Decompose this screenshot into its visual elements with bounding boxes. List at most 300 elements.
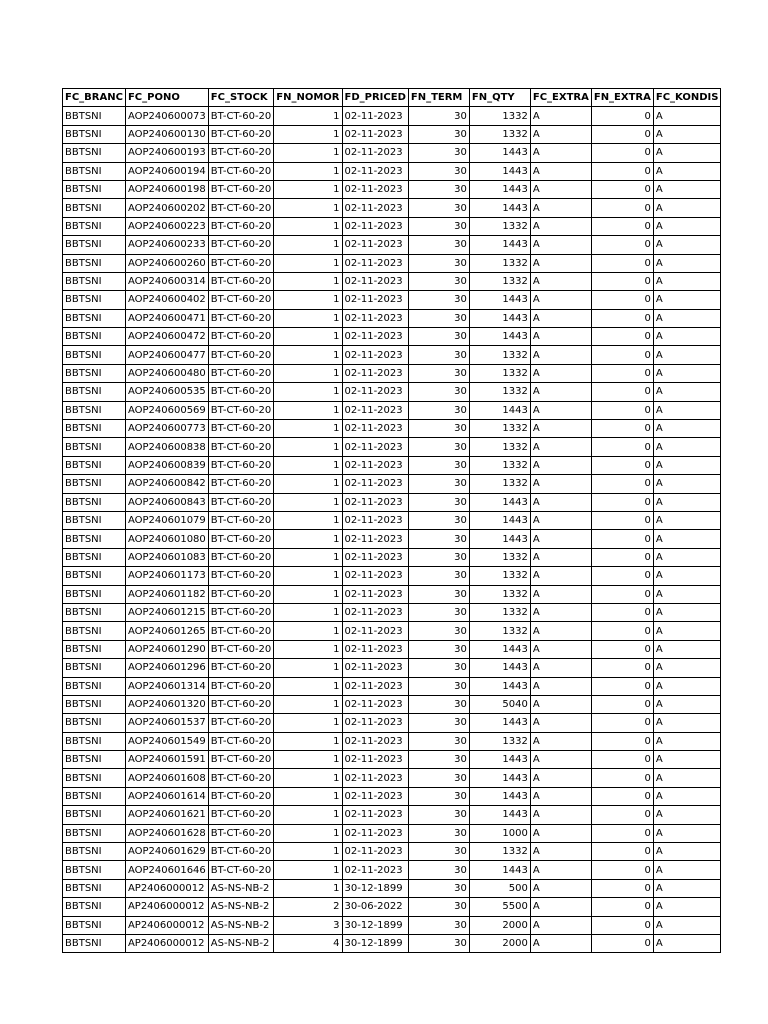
table-cell: 1 [274, 622, 342, 640]
table-cell: 30 [408, 585, 469, 603]
table-cell: A [653, 567, 721, 585]
table-cell: BBTSNI [63, 659, 126, 677]
table-cell: 30 [408, 291, 469, 309]
table-cell: 02-11-2023 [342, 456, 408, 474]
table-cell: 0 [591, 751, 653, 769]
table-cell: 02-11-2023 [342, 272, 408, 290]
table-cell: 1 [274, 199, 342, 217]
table-cell: 1443 [469, 162, 530, 180]
table-cell: 30 [408, 199, 469, 217]
table-cell: A [653, 180, 721, 198]
column-header: FC_PONO [125, 89, 208, 107]
table-row [63, 769, 721, 787]
table-row [63, 861, 721, 879]
table-cell: 0 [591, 420, 653, 438]
table-cell: A [653, 493, 721, 511]
table-cell: A [653, 806, 721, 824]
table-cell: 30 [408, 677, 469, 695]
table-cell: 5500 [469, 898, 530, 916]
table-cell: 0 [591, 843, 653, 861]
table-cell: AOP240601182 [125, 585, 208, 603]
table-cell: A [653, 603, 721, 621]
table-cell: AS-NS-NB-2 [208, 879, 274, 897]
table-cell: 1443 [469, 677, 530, 695]
table-cell: 1332 [469, 585, 530, 603]
table-cell: BBTSNI [63, 824, 126, 842]
table-cell: AOP240601265 [125, 622, 208, 640]
table-row [63, 493, 721, 511]
table-cell: A [530, 291, 591, 309]
table-cell: A [530, 603, 591, 621]
table-cell: AOP240601549 [125, 732, 208, 750]
table-cell: A [653, 272, 721, 290]
table-cell: A [653, 787, 721, 805]
table-cell: 30 [408, 916, 469, 934]
table-cell: BBTSNI [63, 236, 126, 254]
table-cell: 30 [408, 217, 469, 235]
table-cell: BBTSNI [63, 162, 126, 180]
table-cell: A [653, 934, 721, 952]
table-cell: A [530, 751, 591, 769]
table-cell: 30 [408, 383, 469, 401]
table-cell: BBTSNI [63, 420, 126, 438]
table-cell: 30-12-1899 [342, 934, 408, 952]
table-cell: 30 [408, 530, 469, 548]
table-cell: BT-CT-60-20 [208, 585, 274, 603]
table-cell: BBTSNI [63, 677, 126, 695]
table-cell: 30 [408, 640, 469, 658]
table-cell: A [530, 364, 591, 382]
table-cell: 30 [408, 622, 469, 640]
table-cell: 1443 [469, 199, 530, 217]
table-cell: 30-12-1899 [342, 916, 408, 934]
table-cell: BBTSNI [63, 934, 126, 952]
table-cell: 0 [591, 291, 653, 309]
table-cell: AOP240600471 [125, 309, 208, 327]
table-cell: BBTSNI [63, 861, 126, 879]
table-cell: 30 [408, 438, 469, 456]
table-cell: A [653, 677, 721, 695]
table-cell: 02-11-2023 [342, 530, 408, 548]
table-cell: A [530, 695, 591, 713]
table-cell: AOP240600194 [125, 162, 208, 180]
table-cell: BBTSNI [63, 806, 126, 824]
table-row [63, 530, 721, 548]
table-cell: 1 [274, 217, 342, 235]
table-cell: BBTSNI [63, 180, 126, 198]
table-cell: A [530, 530, 591, 548]
table-cell: BBTSNI [63, 714, 126, 732]
column-header: FC_KONDIS [653, 89, 721, 107]
table-cell: 1332 [469, 567, 530, 585]
table-cell: BBTSNI [63, 217, 126, 235]
table-cell: BBTSNI [63, 364, 126, 382]
table-cell: 30 [408, 144, 469, 162]
table-cell: AP2406000012 [125, 879, 208, 897]
table-cell: BBTSNI [63, 254, 126, 272]
table-cell: AOP240601608 [125, 769, 208, 787]
table-row [63, 107, 721, 125]
table-cell: A [653, 640, 721, 658]
table-cell: 0 [591, 879, 653, 897]
table-cell: A [530, 916, 591, 934]
table-cell: A [530, 511, 591, 529]
table-cell: 02-11-2023 [342, 806, 408, 824]
table-cell: A [653, 548, 721, 566]
table-cell: AOP240601173 [125, 567, 208, 585]
table-cell: 1 [274, 456, 342, 474]
table-cell: 1000 [469, 824, 530, 842]
table-cell: A [653, 438, 721, 456]
table-cell: BBTSNI [63, 144, 126, 162]
table-cell: 0 [591, 585, 653, 603]
table-cell: 0 [591, 125, 653, 143]
table-cell: 1332 [469, 843, 530, 861]
table-cell: BT-CT-60-20 [208, 787, 274, 805]
table-cell: 30 [408, 787, 469, 805]
table-cell: 1332 [469, 732, 530, 750]
table-cell: AP2406000012 [125, 916, 208, 934]
table-cell: 1 [274, 511, 342, 529]
table-cell: A [653, 456, 721, 474]
table-cell: A [530, 824, 591, 842]
table-cell: A [530, 180, 591, 198]
table-row [63, 548, 721, 566]
table-cell: 1443 [469, 530, 530, 548]
table-cell: 0 [591, 622, 653, 640]
table-cell: 1443 [469, 861, 530, 879]
table-cell: 30 [408, 824, 469, 842]
table-cell: A [530, 162, 591, 180]
table-cell: A [653, 714, 721, 732]
table-cell: 02-11-2023 [342, 603, 408, 621]
table-cell: BT-CT-60-20 [208, 199, 274, 217]
table-cell: 30 [408, 309, 469, 327]
table-cell: 30 [408, 107, 469, 125]
table-cell: AOP240600198 [125, 180, 208, 198]
table-row [63, 603, 721, 621]
table-cell: 02-11-2023 [342, 125, 408, 143]
column-header: FC_EXTRA [530, 89, 591, 107]
table-cell: 0 [591, 346, 653, 364]
table-cell: A [530, 732, 591, 750]
table-cell: AP2406000012 [125, 898, 208, 916]
table-cell: A [530, 107, 591, 125]
table-cell: A [530, 144, 591, 162]
table-cell: A [653, 309, 721, 327]
table-cell: 1332 [469, 254, 530, 272]
table-cell: 02-11-2023 [342, 309, 408, 327]
table-cell: 0 [591, 677, 653, 695]
table-cell: 30 [408, 420, 469, 438]
table-cell: AOP240601591 [125, 751, 208, 769]
table-cell: 02-11-2023 [342, 769, 408, 787]
table-cell: BBTSNI [63, 787, 126, 805]
table-cell: 1443 [469, 751, 530, 769]
table-cell: A [653, 475, 721, 493]
table-row [63, 879, 721, 897]
table-cell: 30 [408, 180, 469, 198]
table-cell: 1 [274, 567, 342, 585]
table-row [63, 272, 721, 290]
table-cell: 30 [408, 879, 469, 897]
table-cell: 0 [591, 916, 653, 934]
table-cell: BBTSNI [63, 769, 126, 787]
table-cell: 02-11-2023 [342, 144, 408, 162]
table-cell: BT-CT-60-20 [208, 806, 274, 824]
table-cell: 02-11-2023 [342, 291, 408, 309]
table-cell: 0 [591, 144, 653, 162]
table-cell: AOP240600569 [125, 401, 208, 419]
table-cell: A [530, 125, 591, 143]
table-cell: A [530, 898, 591, 916]
table-cell: AOP240600480 [125, 364, 208, 382]
table-cell: 0 [591, 309, 653, 327]
table-row [63, 438, 721, 456]
table-cell: 02-11-2023 [342, 824, 408, 842]
table-cell: BBTSNI [63, 309, 126, 327]
table-cell: A [530, 585, 591, 603]
table-cell: 1 [274, 879, 342, 897]
table-cell: 5040 [469, 695, 530, 713]
table-cell: 0 [591, 898, 653, 916]
table-cell: 0 [591, 493, 653, 511]
table-cell: BT-CT-60-20 [208, 530, 274, 548]
table-row [63, 254, 721, 272]
table-cell: 30 [408, 401, 469, 419]
table-cell: BBTSNI [63, 916, 126, 934]
table-cell: A [530, 438, 591, 456]
table-row [63, 806, 721, 824]
table-cell: BBTSNI [63, 328, 126, 346]
table-cell: A [530, 309, 591, 327]
table-cell: BBTSNI [63, 383, 126, 401]
table-cell: 1 [274, 585, 342, 603]
table-cell: AS-NS-NB-2 [208, 916, 274, 934]
table-cell: 0 [591, 732, 653, 750]
table-cell: BT-CT-60-20 [208, 659, 274, 677]
table-cell: 02-11-2023 [342, 180, 408, 198]
table-cell: 1332 [469, 217, 530, 235]
data-table [62, 88, 721, 953]
table-cell: 02-11-2023 [342, 438, 408, 456]
table-cell: 1443 [469, 236, 530, 254]
table-cell: 1443 [469, 769, 530, 787]
table-row [63, 401, 721, 419]
table-cell: 02-11-2023 [342, 162, 408, 180]
table-cell: 1332 [469, 603, 530, 621]
table-cell: BT-CT-60-20 [208, 420, 274, 438]
table-cell: 02-11-2023 [342, 843, 408, 861]
table-cell: 30 [408, 511, 469, 529]
table-cell: BT-CT-60-20 [208, 254, 274, 272]
table-cell: 1332 [469, 107, 530, 125]
table-cell: 02-11-2023 [342, 328, 408, 346]
table-cell: 0 [591, 254, 653, 272]
table-cell: 02-11-2023 [342, 622, 408, 640]
table-cell: A [653, 879, 721, 897]
table-cell: A [530, 383, 591, 401]
table-cell: 1443 [469, 180, 530, 198]
table-cell: 1 [274, 677, 342, 695]
table-cell: A [530, 346, 591, 364]
table-cell: AOP240600260 [125, 254, 208, 272]
table-cell: 02-11-2023 [342, 346, 408, 364]
table-cell: 0 [591, 659, 653, 677]
table-cell: BT-CT-60-20 [208, 824, 274, 842]
table-cell: A [530, 401, 591, 419]
table-cell: AOP240601080 [125, 530, 208, 548]
table-cell: AOP240601215 [125, 603, 208, 621]
table-cell: 2000 [469, 934, 530, 952]
table-cell: BT-CT-60-20 [208, 328, 274, 346]
table-cell: A [653, 659, 721, 677]
table-cell: 30 [408, 861, 469, 879]
table-cell: A [653, 328, 721, 346]
table-cell: 1 [274, 603, 342, 621]
table-cell: BBTSNI [63, 879, 126, 897]
table-cell: BBTSNI [63, 640, 126, 658]
table-cell: 1332 [469, 383, 530, 401]
table-cell: AOP240600073 [125, 107, 208, 125]
table-cell: AOP240600843 [125, 493, 208, 511]
table-cell: BT-CT-60-20 [208, 640, 274, 658]
table-row [63, 125, 721, 143]
table-cell: 0 [591, 107, 653, 125]
table-cell: 0 [591, 640, 653, 658]
table-cell: BBTSNI [63, 843, 126, 861]
table-cell: A [653, 898, 721, 916]
table-cell: AOP240600314 [125, 272, 208, 290]
table-cell: BBTSNI [63, 567, 126, 585]
table-cell: 02-11-2023 [342, 364, 408, 382]
table-row [63, 346, 721, 364]
table-cell: A [530, 787, 591, 805]
table-cell: BT-CT-60-20 [208, 751, 274, 769]
table-cell: A [653, 585, 721, 603]
table-cell: BBTSNI [63, 475, 126, 493]
table-cell: A [530, 659, 591, 677]
table-cell: AOP240601320 [125, 695, 208, 713]
table-cell: BT-CT-60-20 [208, 107, 274, 125]
table-cell: AOP240600130 [125, 125, 208, 143]
table-cell: 30 [408, 475, 469, 493]
table-cell: 30 [408, 125, 469, 143]
table-row [63, 511, 721, 529]
table-row [63, 934, 721, 952]
table-cell: 0 [591, 328, 653, 346]
table-cell: AOP240600223 [125, 217, 208, 235]
table-cell: 30 [408, 236, 469, 254]
table-cell: BT-CT-60-20 [208, 438, 274, 456]
table-row [63, 291, 721, 309]
table-cell: A [653, 217, 721, 235]
table-cell: 1 [274, 125, 342, 143]
table-cell: A [530, 475, 591, 493]
table-cell: A [530, 677, 591, 695]
table-cell: 1 [274, 640, 342, 658]
table-cell: A [653, 162, 721, 180]
table-cell: A [653, 530, 721, 548]
table-cell: A [530, 456, 591, 474]
table-cell: A [530, 934, 591, 952]
table-cell: 1443 [469, 806, 530, 824]
table-row [63, 180, 721, 198]
table-cell: BT-CT-60-20 [208, 714, 274, 732]
table-cell: BBTSNI [63, 107, 126, 125]
table-cell: A [653, 843, 721, 861]
table-cell: AOP240600535 [125, 383, 208, 401]
table-cell: A [653, 125, 721, 143]
table-cell: A [653, 751, 721, 769]
table-cell: 1443 [469, 291, 530, 309]
table-cell: BT-CT-60-20 [208, 677, 274, 695]
table-cell: AOP240601614 [125, 787, 208, 805]
table-row [63, 383, 721, 401]
table-cell: 0 [591, 180, 653, 198]
table-cell: 02-11-2023 [342, 217, 408, 235]
table-row [63, 475, 721, 493]
table-cell: 30 [408, 806, 469, 824]
table-cell: AOP240600842 [125, 475, 208, 493]
table-cell: BBTSNI [63, 511, 126, 529]
table-cell: A [653, 383, 721, 401]
table-header [63, 89, 721, 107]
table-cell: 1 [274, 530, 342, 548]
table-cell: AOP240600773 [125, 420, 208, 438]
table-row [63, 622, 721, 640]
table-cell: 1 [274, 843, 342, 861]
table-cell: AOP240600193 [125, 144, 208, 162]
table-cell: A [530, 217, 591, 235]
table-cell: A [653, 769, 721, 787]
table-cell: 1 [274, 475, 342, 493]
table-cell: 0 [591, 456, 653, 474]
table-cell: 02-11-2023 [342, 254, 408, 272]
table-cell: 1 [274, 438, 342, 456]
table-cell: BT-CT-60-20 [208, 364, 274, 382]
table-cell: A [653, 622, 721, 640]
table-cell: 1 [274, 806, 342, 824]
column-header: FC_BRANC [63, 89, 126, 107]
table-cell: 1 [274, 291, 342, 309]
table-cell: BT-CT-60-20 [208, 456, 274, 474]
table-cell: 0 [591, 567, 653, 585]
table-row [63, 695, 721, 713]
table-cell: 0 [591, 162, 653, 180]
table-cell: 2000 [469, 916, 530, 934]
table-cell: A [530, 640, 591, 658]
table-cell: 0 [591, 511, 653, 529]
table-cell: A [653, 824, 721, 842]
table-cell: 1332 [469, 548, 530, 566]
table-cell: 30 [408, 162, 469, 180]
table-cell: 1443 [469, 511, 530, 529]
table-cell: 1 [274, 364, 342, 382]
table-cell: 02-11-2023 [342, 475, 408, 493]
table-cell: AOP240600839 [125, 456, 208, 474]
table-cell: 1443 [469, 640, 530, 658]
table-row [63, 420, 721, 438]
table-cell: 1332 [469, 622, 530, 640]
table-cell: A [530, 806, 591, 824]
table-cell: 1 [274, 751, 342, 769]
table-row [63, 787, 721, 805]
table-cell: 0 [591, 861, 653, 879]
table-cell: 02-11-2023 [342, 383, 408, 401]
column-header: FD_PRICED [342, 89, 408, 107]
table-cell: BT-CT-60-20 [208, 291, 274, 309]
